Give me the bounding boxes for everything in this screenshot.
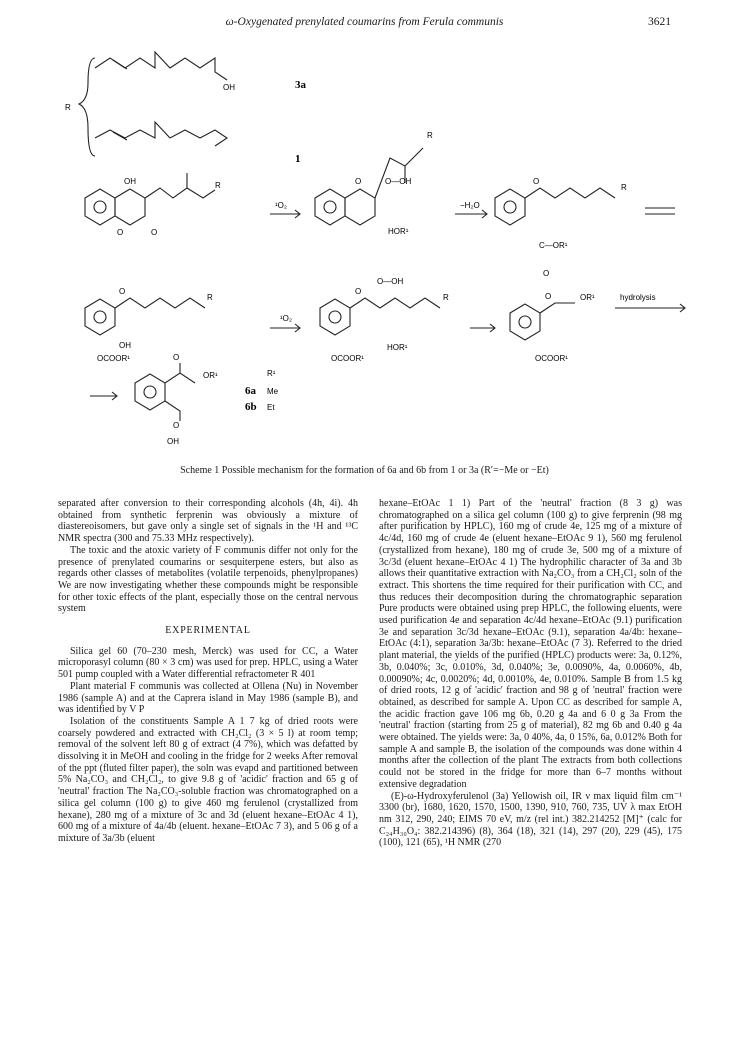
paragraph: Isolation of the constituents Sample A 1 7 kg of dried roots were coarsely powdered and extracted with CH₂Cl₂ (3 × 5 l) at room temp; removal of the solvent left 80 g of extract (4 7%), which was defatted by dissolving it in MeOH and cooling in the fridge for 2 weeks After removal of the ppt (fluted filter paper), the soln was evapd and partitioned between 5% Na₂CO₃ and CH₂Cl₂, to give 9.8 g of 'acidic' fraction and 65 g of 'neutral' fraction The Na₂CO₃-soluble fraction was chromatographed on a silica gel column (100 g) to give 460 mg ferulenol (crystallized from hexane), 280 mg of a mixture of 3c and 3d (eluent hexane–EtOAc 4 1), 600 mg of a mixture of 4a/4b (eluent. hexane–EtOAc 7 3), and 5 06 g of a mixture of 3a/3b (eluent [58, 715, 358, 844]
scheme-drawing [55, 38, 695, 463]
carbonate-ketone [495, 177, 627, 278]
reagent-1o2: ¹O₂ [275, 201, 287, 210]
running-title: ω-Oxygenated prenylated coumarins from Ferula communis [225, 16, 504, 28]
ocoor1-label: OCOOR¹ [97, 354, 130, 363]
o-label: O [117, 228, 124, 237]
product-6 [135, 353, 218, 446]
o-label: O [355, 287, 362, 296]
hor1-label: HOR¹ [388, 227, 409, 236]
r-label: R [207, 293, 213, 302]
paragraph: separated after conversion to their corresponding alcohols (4h, 4i). 4h obtained from synthetic ferprenin was obviously a mixture of diastereoisomers, but gave only a single set of signals in the ¹H and ¹³C NMR spectra (300 and 75.33 MHz respectively). [58, 498, 358, 545]
compound-3a-label: 3a [295, 79, 306, 91]
paragraph: Silica gel 60 (70–230 mesh, Merck) was used for CC, a Water microporasyl column (80 × 3 cm) was used for prep. HPLC, using a Water 501 pump coupled with a Water differential refractometer R 401 [58, 645, 358, 681]
reaction-scheme [55, 38, 695, 463]
o-oh-label: O—OH [377, 277, 404, 286]
section-heading: EXPERIMENTAL [165, 625, 251, 637]
reagent-minus-water: −H₂O [460, 201, 480, 210]
ocoor-intermediate-1 [85, 287, 213, 363]
running-head [0, 16, 729, 32]
side-chains-bracket [65, 52, 307, 165]
hor1-label: HOR¹ [387, 343, 408, 352]
paragraph: Plant material F communis was collected at Ollena (Nu) in November 1986 (sample A) and at the Caprera island in May 1986 (sample B), and was identified by V P [58, 680, 358, 716]
r-label: R [65, 103, 71, 112]
compound-6a-label: 6a [245, 385, 256, 397]
c-or1-label: C—OR¹ [539, 241, 568, 250]
oh-label: OH [167, 437, 179, 446]
o-label: O [119, 287, 126, 296]
ocoor-intermediate-2 [320, 277, 449, 363]
paragraph: hexane–EtOAc 1 1) Part of the 'neutral' fraction (8 3 g) was chromatographed on a silica gel column (100 g) to give ferprenin (98 mg after purification by HPLC), 160 mg of crude 4e, 125 mg of a mixture of 4c/4d, 160 mg of crude 4e (eluent hexane–EtOAc 9 1), 560 mg ferulenol (crystallized from hexane), 180 mg of crude 3e, 500 mg of a mixture of 3c/3d (eluent hexane–EtOAc 4 1) The hydrophilic character of 3a and 3b allows their quantitative extraction with Na₂CO₃ from a CH₂Cl₂ soln of the extract. This shortens the time required for their purification with CC, and thus reduces their decomposition during the chromatographic separation Pure products were obtained using prep HPLC, the following eluents, were used purification 4e and separation 4c/4d hexane–EtOAc (9.1) purification 3e and separation 3c/3d hexane–EtOAc (9.1), separation 4a/4b: hexane–EtOAc (4:1), separation 3a/3b: hexane–EtOAc (7 3). Referred to the dried plant material, the yields of the purified (HPLC) products were: 3a, 0.12%, 3b, 0.040%; 3c, 0.010%, 3d, 0.040%; 3e, 0.0090%, 4a, 0.0060%, 4b, 0.00090%; 4c, 0.0020%; 4d, 0.0010%, 4e, 0.010%. Sample B from 1.5 kg of dried roots, 12 g of 'acidic' fraction and 98 g of 'neutral' fraction were obtained, as described for sample A. Upon CC as described for sample A, the acidic fraction gave 106 mg 6b, 0.20 g 4a and 6 0 g 3a From the 'neutral' fraction (starting from 25 g of material), 82 mg 6b and 0.40 g 4a were obtained. The yields were: 3a, 0 40%, 4a, 0 15%, 6a, 0.012% Both for sample A and sample B, the isolation of the compounds was done within 4 months after the collection of the plant The extracts from both collections could not be stored in the fridge for more than 6–7 months without extensive degradation [379, 498, 682, 790]
page-number: 3621 [648, 16, 671, 28]
o-label: O [545, 292, 552, 301]
oh-label: OH [119, 341, 131, 350]
r-label: R [215, 181, 221, 190]
dioxetane-intermediate [315, 131, 433, 236]
o-label: O [151, 228, 158, 237]
o-label: O [355, 177, 362, 186]
o-oh-label: O—OH [385, 177, 412, 186]
coumarin-start [85, 173, 221, 237]
r-label: R [621, 183, 627, 192]
o-label: O [543, 269, 550, 278]
or1-label: OR¹ [580, 293, 595, 302]
left-column [58, 498, 358, 845]
paragraph: The toxic and the atoxic variety of F communis differ not only for the presence of prenylated coumarins or sesquiterpene esters, but also as regards other classes of metabolites (volatile terpenoids, phenylpropanes) We are now investigating whether these compounds might be responsible for other toxic effects of the plant, especially those on the central nervous system [58, 544, 358, 615]
oh-label: OH [223, 83, 235, 92]
right-column [379, 498, 682, 849]
r-label: R [427, 131, 433, 140]
compound-1-label: 1 [295, 153, 301, 165]
paragraph: (E)-ω-Hydroxyferulenol (3a) Yellowish oil, IR ν max liquid film cm⁻¹ 3300 (br), 1680, 1620, 1570, 1500, 1390, 910, 760, 735, UV λ max EtOH nm 312, 290, 240; EIMS 70 eV, m/z (rel int.) 382.214252 [M]⁺ (calc for C₂₄H₃₀O₄: 382.214396) (8), 364 (18), 321 (14), 297 (20), 229 (45), 175 (100), 121 (65), ¹H NMR (270 [379, 790, 682, 849]
o-label: O [173, 421, 180, 430]
r-label: R [443, 293, 449, 302]
ocoor1-label: OCOOR¹ [331, 354, 364, 363]
r1-6b: Et [267, 403, 275, 412]
r1-6a: Me [267, 387, 279, 396]
reagent-hydrolysis: hydrolysis [620, 293, 656, 302]
or1-label: OR¹ [203, 371, 218, 380]
ocoor1-label: OCOOR¹ [535, 354, 568, 363]
o-label: O [173, 353, 180, 362]
scheme-caption: Scheme 1 Possible mechanism for the formation of 6a and 6b from 1 or 3a (R′=−Me or −Et) [180, 465, 549, 476]
o-label: O [533, 177, 540, 186]
compound-6b-label: 6b [245, 401, 257, 413]
reagent-1o2-second: ¹O₂ [280, 314, 292, 323]
r1-header: R¹ [267, 369, 276, 378]
oh-label: OH [124, 177, 136, 186]
ester-intermediate [510, 292, 595, 363]
